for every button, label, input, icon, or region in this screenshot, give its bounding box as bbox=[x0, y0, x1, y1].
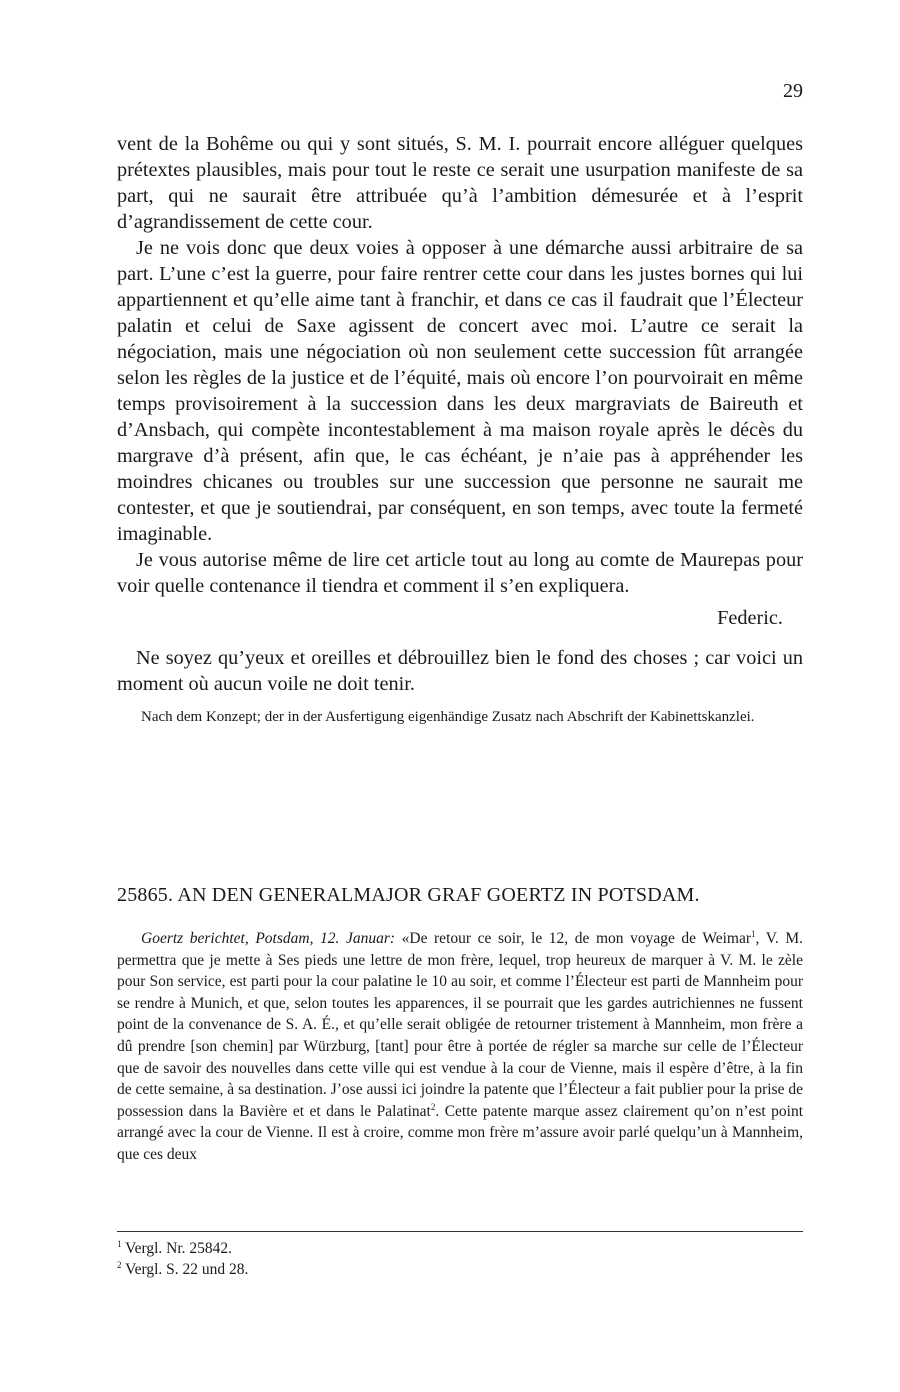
footnote-reference[interactable]: 2 bbox=[430, 1101, 436, 1112]
letter-number: 25865. bbox=[117, 884, 174, 906]
footnotes bbox=[117, 1238, 803, 1280]
footnote-text: Vergl. Nr. 25842. bbox=[125, 1240, 233, 1257]
footnote bbox=[117, 1259, 803, 1280]
summary-paragraph bbox=[117, 928, 803, 1166]
footnote-mark: 1 bbox=[117, 1238, 122, 1249]
footnote-divider bbox=[117, 1231, 803, 1232]
letter-summary bbox=[117, 928, 803, 1166]
letter-body bbox=[117, 131, 803, 728]
letter-heading bbox=[117, 884, 803, 907]
footnote-reference[interactable]: 1 bbox=[751, 928, 756, 939]
postscript: Ne soyez qu’yeux et oreilles et débrouillez bien le fond des choses ; car voici un moment où aucun voile ne doit tenir. bbox=[117, 647, 803, 695]
letter-title: AN DEN GENERALMAJOR GRAF GOERTZ IN POTSDAM. bbox=[177, 884, 700, 906]
footnote-text: Vergl. S. 22 und 28. bbox=[125, 1261, 249, 1278]
editorial-note: Nach dem Konzept; der in der Ausfertigung eigenhändige Zusatz nach Abschrift der Kabinettskanzlei. bbox=[141, 709, 755, 725]
footnote-mark: 2 bbox=[117, 1259, 122, 1270]
footnote bbox=[117, 1238, 803, 1259]
summary-text: , V. M. permettra que je mette à Ses pieds une lettre de mon frère, lequel, trop heureux de marquer à V. M. le zèle pour Son service, est parti pour la cour palatine le 10 au soir, et comme l’Électeur est parti de Mannheim pour se rendre à Munich, et que, selon toutes les apparences, il se pourrait que les gardes autrichiennes ne fussent point de la convenance de S. A. É., et qu’elle serait obligée de retourner tristement à Mannheim, mon frère a dû prendre [son chemin] par Würzburg, [tant] pour être à portée de régler sa marche sur celle de l’Électeur que de savoir des nouvelles dans cette ville qui est vendue à la cour de Vienne, mais il espère d’être, à la fin de cette semaine, à sa destination. J’ose aussi ici joindre la patente que l’Électeur a fait publier pour la prise de possession dans la Bavière et et dans le Palatinat bbox=[117, 930, 804, 1120]
signature: Federic. bbox=[717, 607, 783, 629]
paragraph: vent de la Bohême ou qui y sont situés, S. M. I. pourrait encore alléguer quelques prétextes plausibles, mais pour tout le reste ce serait une usurpation manifeste de sa part, qui ne saurait être attribuée qu’à l’ambition démesurée et à l’esprit d’agrandissement de cette cour. bbox=[117, 133, 803, 233]
summary-text: «De retour ce soir, le 12, de mon voyage de Weimar bbox=[395, 930, 752, 947]
summary-intro: Goertz berichtet, Potsdam, 12. Januar: bbox=[141, 930, 396, 947]
summary-text: . Cette patente marque assez clairement qu’on n’est point arrangé avec la cour de Vienne. Il est à croire, comme mon frère m’assure avoir parlé quelqu’un à Mannheim, que ces deux bbox=[117, 1102, 804, 1163]
paragraph: Je ne vois donc que deux voies à opposer à une démarche aussi arbitraire de sa part. L’une c’est la guerre, pour faire rentrer cette cour dans les justes bornes qui lui appartiennent et qu’elle aime tant à franchir, et dans ce cas il faudrait que l’Électeur palatin et celui de Saxe agissent de concert avec moi. L’autre ce serait la négociation, mais une négociation où non seulement cette succession fût arrangée selon les règles de la justice et de l’équité, mais où encore l’on pourvoirait en même temps provisoirement à la succession dans les deux margraviats de Baireuth et d’Ansbach, qui compète incontestablement à ma maison royale après le décès du margrave d’à présent, afin que, le cas échéant, je n’aie pas à appréhender les moindres chicanes ou troubles sur une succession que personne ne saurait me contester, et que je soutiendrai, par conséquent, en son temps, avec toute la fermeté imaginable. bbox=[117, 237, 803, 545]
paragraph: Je vous autorise même de lire cet article tout au long au comte de Maurepas pour voir quelle contenance il tiendra et comment il s’en expliquera. bbox=[117, 549, 803, 597]
page-number: 29 bbox=[783, 80, 803, 102]
